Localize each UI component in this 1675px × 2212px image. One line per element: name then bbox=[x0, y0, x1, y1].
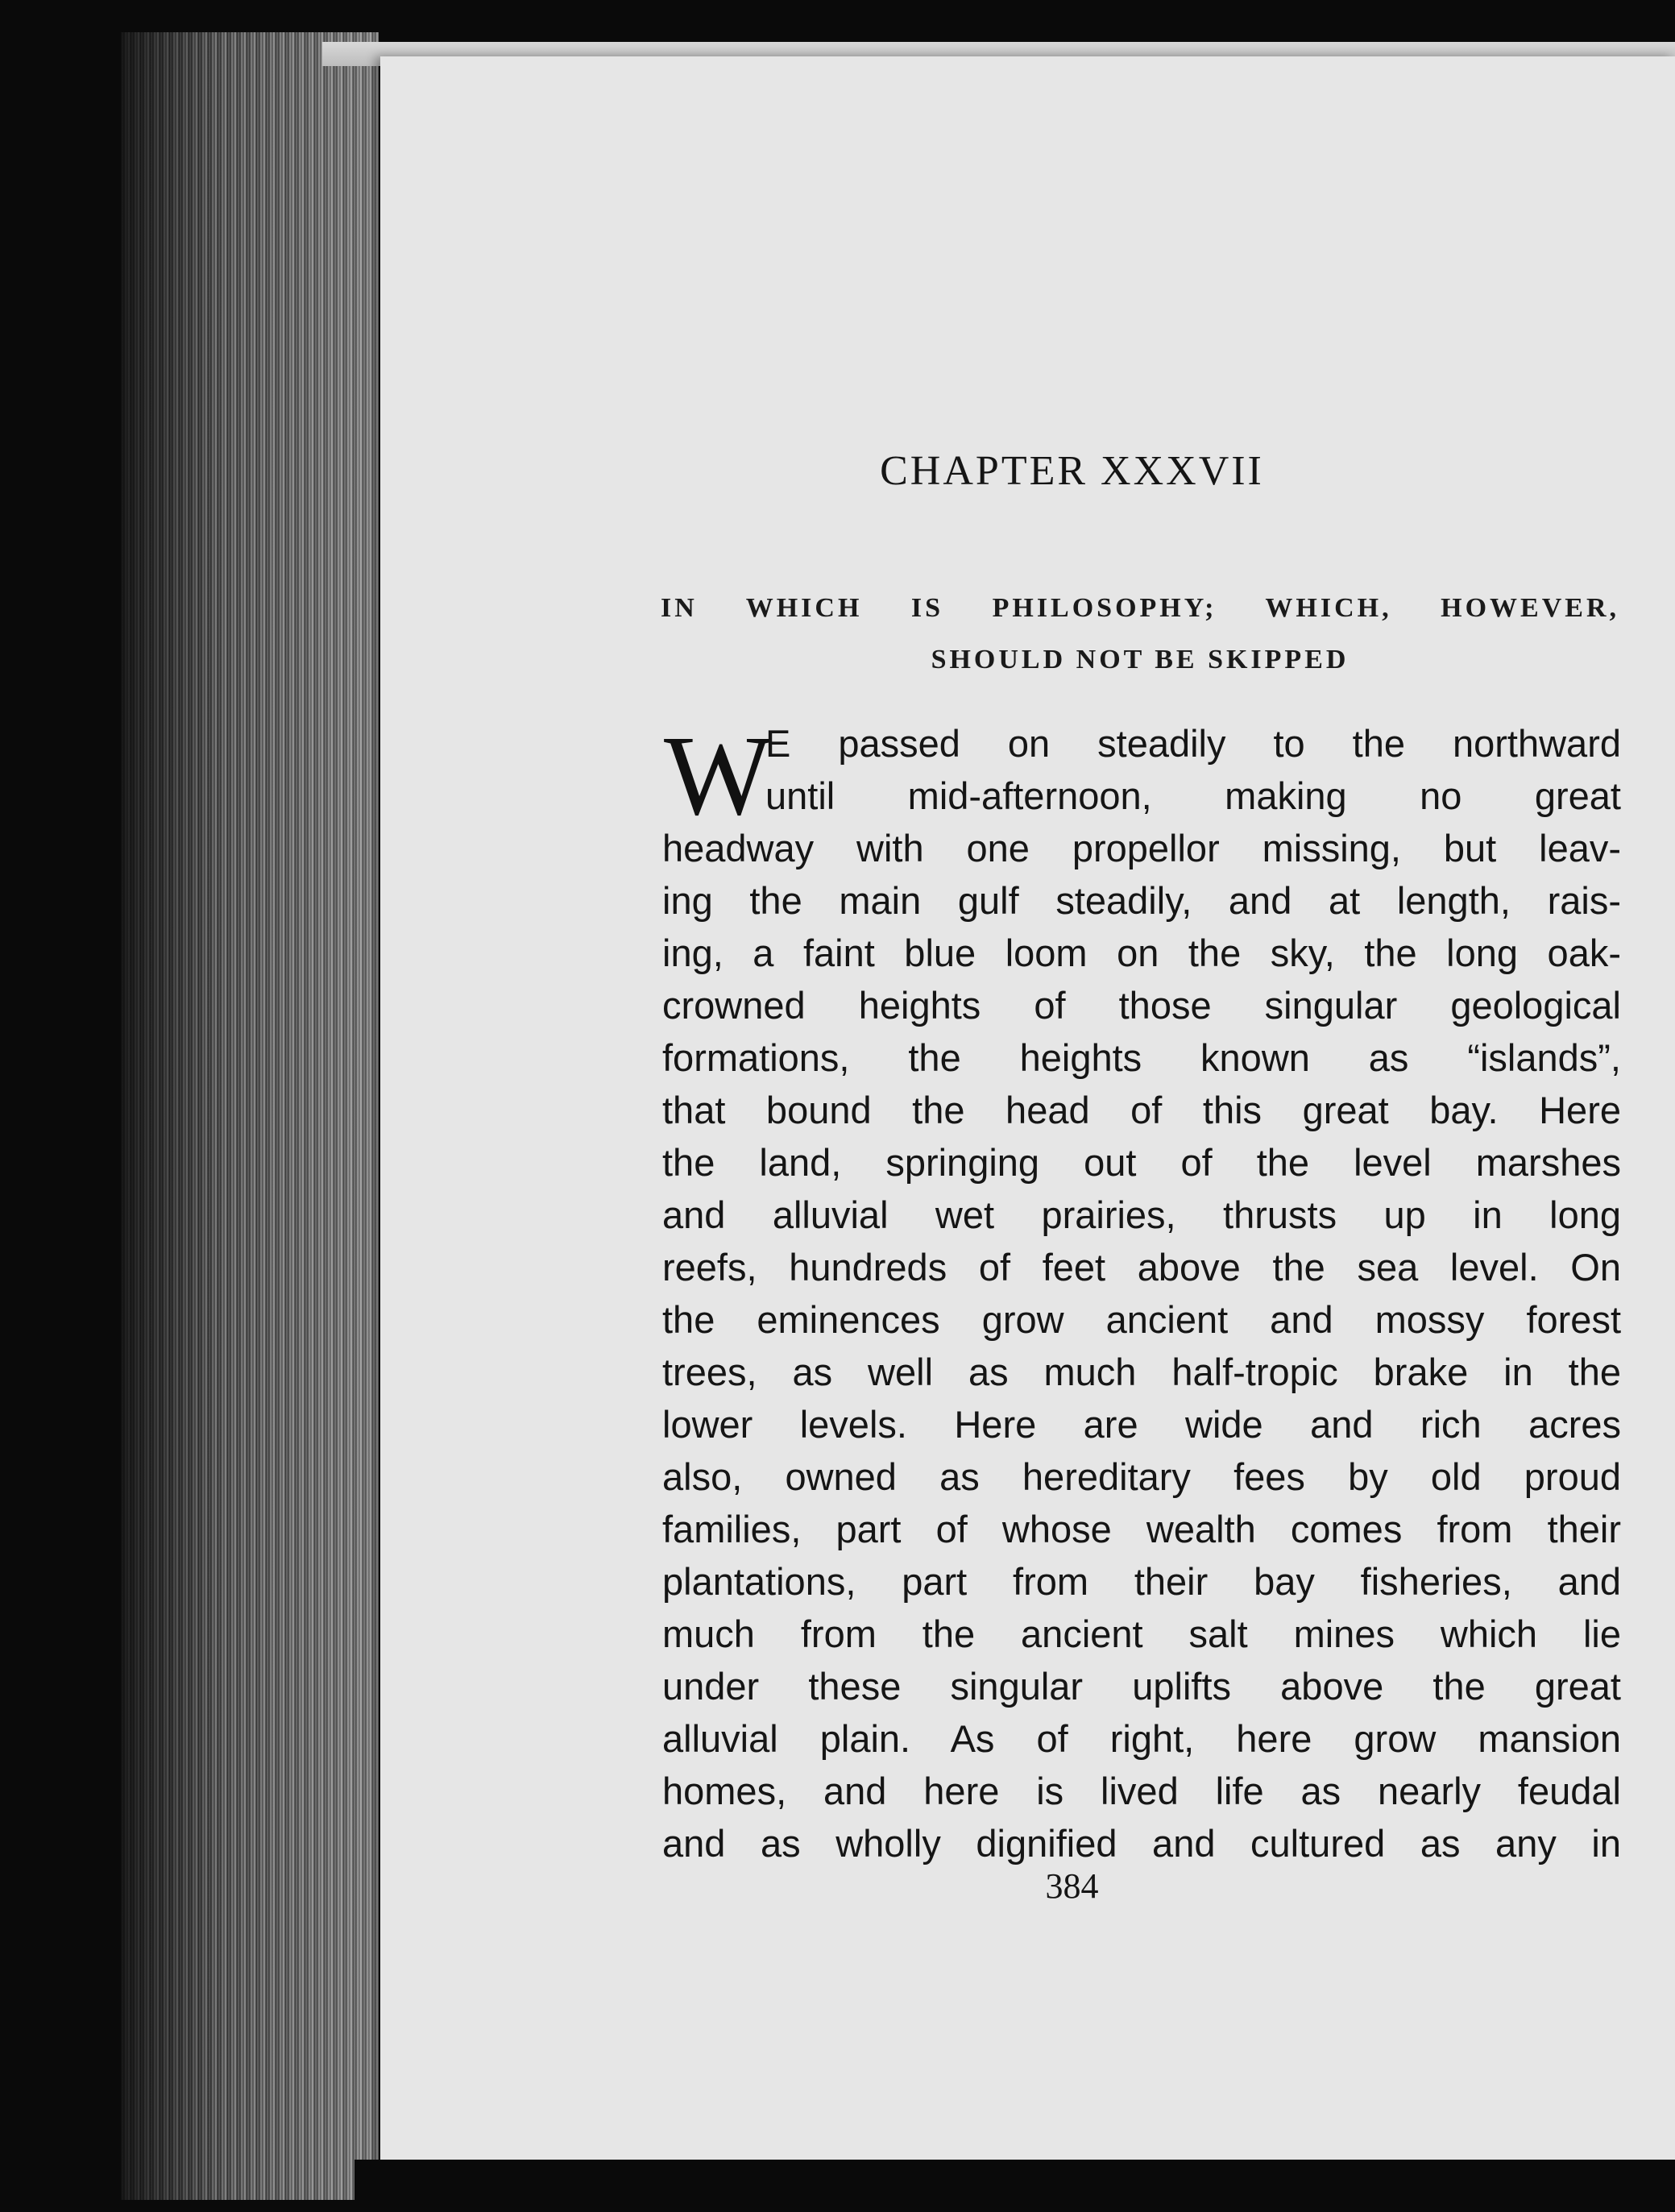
text-line: formations, the heights known as “islands”, bbox=[662, 1036, 1621, 1079]
text-line: crowned heights of those singular geological bbox=[662, 984, 1621, 1027]
text-line: families, part of whose wealth comes from their bbox=[662, 1508, 1621, 1550]
text-line: and as wholly dignified and cultured as any in bbox=[662, 1822, 1621, 1865]
chapter-subtitle-line-1: IN WHICH IS PHILOSOPHY; WHICH, HOWEVER, bbox=[661, 593, 1619, 623]
page-number: 384 bbox=[1045, 1866, 1099, 1906]
book-page bbox=[380, 56, 1675, 2172]
text-line: ing the main gulf steadily, and at length, rais- bbox=[662, 879, 1621, 922]
text-line: that bound the head of this great bay. Here bbox=[662, 1089, 1621, 1131]
text-line: until mid-afternoon, making no great bbox=[765, 774, 1621, 817]
text-line: plantations, part from their bay fisheries, and bbox=[662, 1560, 1621, 1603]
text-line: E passed on steadily to the northward bbox=[765, 722, 1621, 765]
chapter-subtitle-line-2: SHOULD NOT BE SKIPPED bbox=[931, 645, 1350, 674]
chapter-title: CHAPTER XXXVII bbox=[880, 448, 1264, 494]
text-line: under these singular uplifts above the great bbox=[662, 1665, 1621, 1708]
text-line: the eminences grow ancient and mossy forest bbox=[662, 1298, 1621, 1341]
drop-cap-letter: W bbox=[664, 712, 773, 839]
text-line: and alluvial wet prairies, thrusts up in long bbox=[662, 1193, 1621, 1236]
text-line: alluvial plain. As of right, here grow mansion bbox=[662, 1717, 1621, 1760]
text-line: lower levels. Here are wide and rich acres bbox=[662, 1403, 1621, 1446]
bottom-shadow bbox=[354, 2160, 1675, 2212]
text-line: the land, springing out of the level marshes bbox=[662, 1141, 1621, 1184]
text-line: headway with one propellor missing, but leav- bbox=[662, 827, 1621, 869]
text-line: also, owned as hereditary fees by old proud bbox=[662, 1455, 1621, 1498]
text-line: trees, as well as much half-tropic brake in the bbox=[662, 1351, 1621, 1393]
page-edge-stack bbox=[121, 32, 379, 2200]
body-paragraph bbox=[662, 712, 1621, 1894]
text-line: homes, and here is lived life as nearly feudal bbox=[662, 1770, 1621, 1812]
text-line: ing, a faint blue loom on the sky, the long oak- bbox=[662, 932, 1621, 974]
text-line: much from the ancient salt mines which lie bbox=[662, 1612, 1621, 1655]
text-line: reefs, hundreds of feet above the sea level. On bbox=[662, 1246, 1621, 1289]
